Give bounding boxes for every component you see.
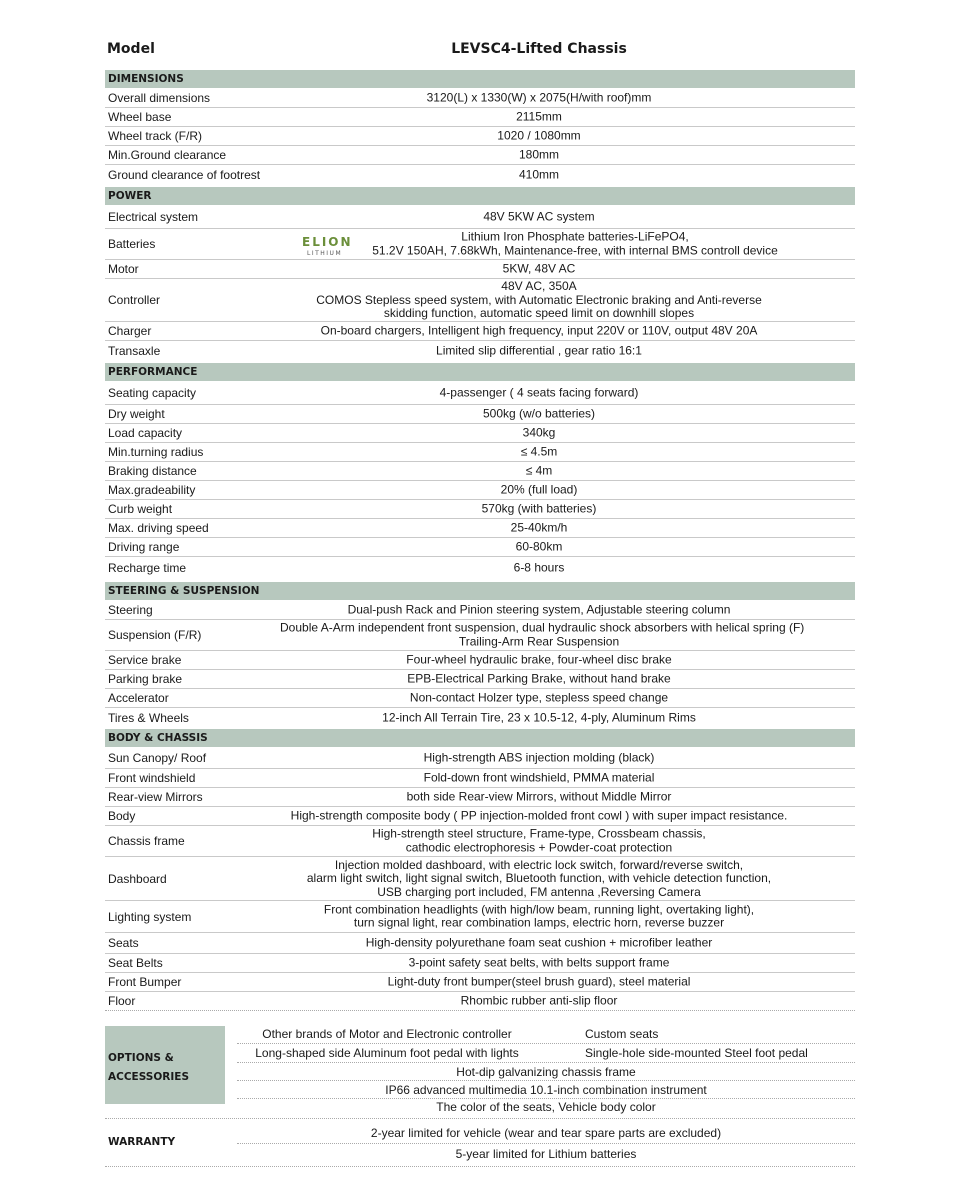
spec-label: Wheel base [108,110,172,124]
warranty-item: 5-year limited for Lithium batteries [455,1146,637,1161]
spec-label: Front Bumper [108,975,182,989]
spec-value: Four-wheel hydraulic brake, four-wheel disc brake [406,652,672,667]
spec-label: Dry weight [108,407,165,421]
spec-row [105,89,855,108]
spec-value-line: cathodic electrophoresis + Powder-coat protection [405,840,673,854]
model-value: LEVSC4-Lifted Chassis [451,41,627,57]
warranty-row [237,1144,855,1163]
spec-label: Parking brake [108,672,183,686]
option-row [237,1099,855,1114]
section-performance [105,363,855,381]
spec-label: Curb weight [108,502,173,516]
warranty-item: 2-year limited for vehicle (wear and tear spare parts are excluded) [370,1125,722,1140]
warranty-label: WARRANTY [108,1136,176,1148]
spec-row [105,973,855,992]
spec-value-line: High-strength steel structure, Frame-type, Crossbeam chassis, [372,826,706,841]
spec-value: 3-point safety seat belts, with belts support frame [408,955,670,970]
spec-row [105,807,855,826]
spec-value: ≤ 4m [525,463,553,478]
spec-value [280,903,798,930]
spec-row [105,462,855,481]
spec-value [280,858,798,899]
spec-row [105,933,855,954]
option-item: Custom seats [585,1026,659,1041]
spec-label: Load capacity [108,426,183,440]
spec-value: 570kg (with batteries) [481,501,597,516]
option-item: Single-hole side-mounted Steel foot pedal [585,1046,808,1060]
spec-row [105,670,855,689]
spec-label: Seat Belts [108,956,163,970]
spec-value: High-strength ABS injection molding (black) [423,750,655,765]
model-header [105,38,855,60]
spec-label: Dashboard [108,871,167,886]
spec-row [105,689,855,708]
spec-row [105,857,855,901]
spec-label: Wheel track (F/R) [108,129,203,143]
section-title: PERFORMANCE [108,366,198,378]
svg-text:LITHIUM: LITHIUM [307,250,343,257]
spec-value: 3120(L) x 1330(W) x 2075(H/with roof)mm [426,90,652,105]
spec-label: Ground clearance of footrest [108,167,261,182]
spec-label: Overall dimensions [108,91,211,105]
spec-row [105,954,855,973]
spec-value: 25-40km/h [510,520,568,535]
spec-value: Light-duty front bumper(steel brush guard), steel material [387,974,691,989]
section-body [105,729,855,747]
spec-label: Seating capacity [108,386,197,400]
spec-value: 60-80km [515,539,563,554]
spec-value [280,620,805,649]
spec-label: Recharge time [108,561,187,575]
spec-value: 48V 5KW AC system [483,209,595,224]
spec-value [280,828,798,855]
spec-row [105,424,855,443]
section-title: DIMENSIONS [108,73,184,85]
spec-value [280,280,798,321]
spec-label: Seats [108,936,139,950]
spec-label: Driving range [108,540,180,554]
spec-value-line: Trailing-Arm Rear Suspension [458,634,620,648]
spec-label: Rear-view Mirrors [108,790,203,804]
options-label-line: OPTIONS & [108,1052,174,1064]
spec-row [105,322,855,341]
option-row [237,1063,855,1081]
spec-label: Electrical system [108,210,199,224]
spec-row [105,769,855,788]
spec-row [105,901,855,933]
spec-row [105,601,855,620]
option-row [237,1081,855,1099]
spec-value: 5KW, 48V AC [502,261,576,276]
spec-label: Floor [108,994,136,1008]
spec-value-line: COMOS Stepless speed system, with Automatic Electronic braking and Anti-reverse [316,292,762,307]
option-item: Other brands of Motor and Electronic controller [262,1026,512,1041]
spec-label: Motor [108,262,139,276]
spec-value: 20% (full load) [500,482,578,497]
spec-label: Batteries [108,237,156,251]
spec-row [105,519,855,538]
spec-row [105,992,855,1011]
option-row [237,1044,855,1063]
spec-row [105,748,855,769]
spec-row [105,500,855,519]
spec-row [105,708,855,727]
spec-row [105,557,855,579]
spec-value: High-strength composite body ( PP injection-molded front cowl ) with super impact resistance. [290,808,788,823]
spec-label: Sun Canopy/ Roof [108,751,207,765]
spec-value-line: Injection molded dashboard, with electric lock switch, forward/reverse switch, [334,857,744,872]
spec-label: Min.turning radius [108,445,204,459]
spec-value: 2115mm [516,109,562,124]
spec-row [105,481,855,500]
spec-value: 6-8 hours [513,560,565,575]
spec-value: 1020 / 1080mm [497,128,581,143]
option-item: Hot-dip galvanizing chassis frame [456,1064,636,1079]
spec-value: both side Rear-view Mirrors, without Middle Mirror [406,789,672,804]
spec-value: 180mm [518,147,559,162]
section-power [105,187,855,205]
option-item: Long-shaped side Aluminum foot pedal with lights [255,1046,519,1060]
section-title: POWER [108,190,152,202]
spec-label: Min.Ground clearance [108,148,227,162]
spec-value: 410mm [518,166,559,181]
spec-label: Charger [108,324,152,338]
section-steering [105,582,855,600]
option-item: IP66 advanced multimedia 10.1-inch combination instrument [385,1082,707,1097]
spec-label: Braking distance [108,464,197,478]
divider [105,1166,855,1167]
spec-value: High-density polyurethane foam seat cushion + microfiber leather [365,935,713,950]
spec-value: 4-passenger ( 4 seats facing forward) [439,385,639,400]
option-item: The color of the seats, Vehicle body color [436,1099,656,1114]
spec-value: Rhombic rubber anti-slip floor [460,993,618,1008]
options-label-line: ACCESSORIES [108,1071,190,1083]
spec-label: Controller [108,293,161,307]
spec-label: Transaxle [108,344,161,358]
spec-label: Max.gradeability [108,483,196,497]
spec-value-line: USB charging port included, FM antenna ,Reversing Camera [377,884,701,899]
spec-row [105,341,855,361]
spec-value: 500kg (w/o batteries) [482,406,596,421]
spec-label: Tires & Wheels [108,710,189,725]
spec-value: 12-inch All Terrain Tire, 23 x 10.5-12, 4-ply, Aluminum Rims [382,709,696,724]
spec-value-line: skidding function, automatic speed limit on downhill slopes [383,305,695,320]
spec-row [105,279,855,322]
spec-label: Steering [108,603,153,617]
spec-label: Front windshield [108,771,196,785]
section-dimensions [105,70,855,88]
spec-value: ≤ 4.5m [520,444,558,459]
section-title: BODY & CHASSIS [108,732,208,744]
spec-row [105,405,855,424]
spec-value-line: Front combination headlights (with high/low beam, running light, overtaking light), [323,902,755,916]
spec-value: Limited slip differential , gear ratio 16:1 [436,343,642,358]
spec-value: EPB-Electrical Parking Brake, without hand brake [407,671,671,686]
spec-label: Lighting system [108,909,192,924]
spec-row-batteries [105,229,855,260]
svg-text:ELION: ELION [302,235,353,249]
spec-value-line: Lithium Iron Phosphate batteries-LiFePO4, [461,229,689,244]
model-label: Model [107,41,155,57]
spec-value: Non-contact Holzer type, stepless speed change [409,690,669,705]
spec-value: Fold-down front windshield, PMMA material [423,770,655,785]
spec-value-line: Double A-Arm independent front suspension, dual hydraulic shock absorbers with helical spring (F) [280,620,805,635]
spec-row [105,206,855,229]
spec-value: 340kg [522,425,556,440]
options-label-box [105,1026,225,1104]
spec-value-line: 48V AC, 350A [501,278,577,293]
spec-row [105,382,855,405]
spec-row [105,826,855,857]
spec-row [105,788,855,807]
spec-label: Body [108,809,136,823]
spec-label: Accelerator [108,691,169,705]
spec-row [105,146,855,165]
section-title: STEERING & SUSPENSION [108,585,260,597]
spec-value-line: turn signal light, rear combination lamps, electric horn, reverse buzzer [353,915,725,930]
spec-value: Dual-push Rack and Pinion steering system, Adjustable steering column [347,602,731,617]
spec-row [105,260,855,279]
spec-value [305,231,845,258]
options-label [108,1049,189,1087]
spec-label: Max. driving speed [108,521,209,535]
spec-label: Chassis frame [108,834,185,848]
warranty-row [237,1122,855,1144]
spec-row [105,108,855,127]
option-row [237,1024,855,1044]
divider [105,1118,855,1119]
spec-value-line: 51.2V 150AH, 7.68kWh, Maintenance-free, with internal BMS controll device [372,243,778,257]
spec-value-line: alarm light switch, light signal switch, Bluetooth function, with vehicle detection function, [306,870,772,885]
spec-row [105,127,855,146]
spec-row [105,538,855,557]
spec-label: Suspension (F/R) [108,628,202,642]
spec-row [105,165,855,184]
spec-label: Service brake [108,653,182,667]
spec-row [105,651,855,670]
spec-row [105,620,855,651]
spec-row [105,443,855,462]
spec-value: On-board chargers, Intelligent high frequency, input 220V or 110V, output 48V 20A [320,323,758,338]
